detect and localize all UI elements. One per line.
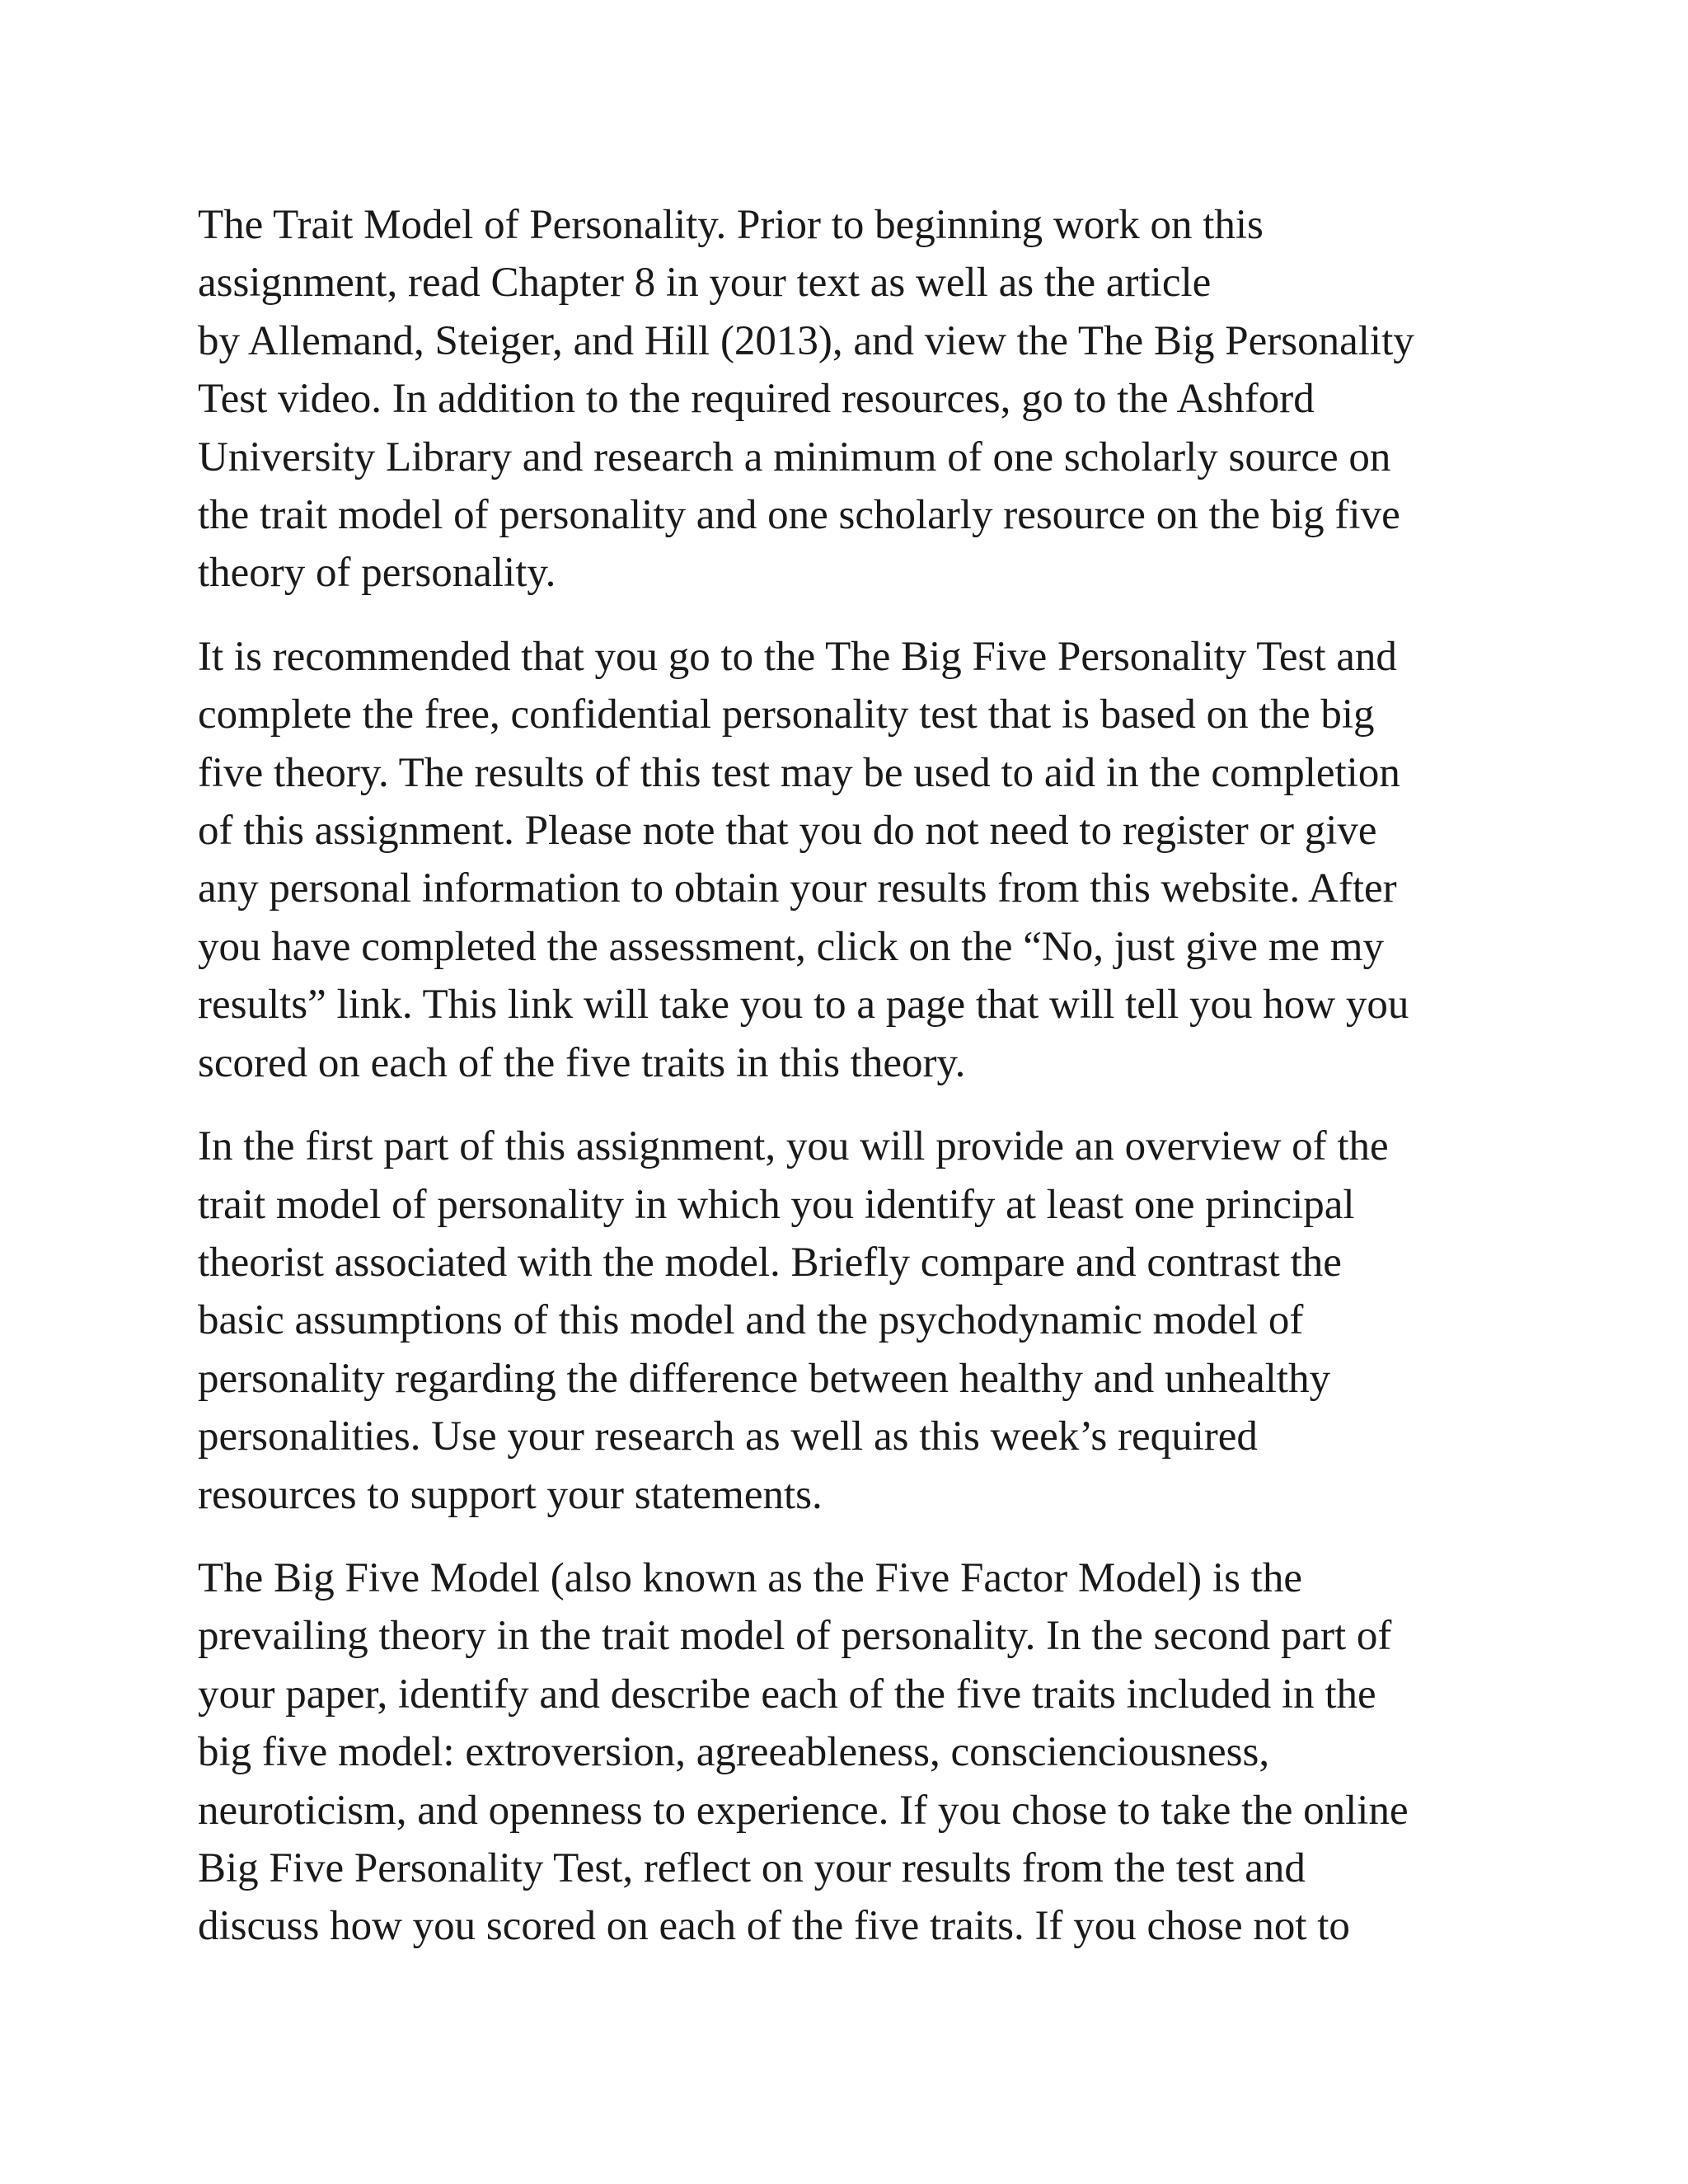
text-line: University Library and research a minimum of one scholarly source on — [198, 434, 1391, 480]
text-line: The Big Five Model (also known as the Five Factor Model) is the — [198, 1554, 1302, 1601]
text-line: discuss how you scored on each of the five traits. If you chose not to — [198, 1903, 1350, 1950]
text-line: resources to support your statements. — [198, 1471, 823, 1518]
text-line: In the first part of this assignment, you will provide an overview of the — [198, 1123, 1389, 1170]
text-line: personality regarding the difference between healthy and unhealthy — [198, 1355, 1331, 1402]
text-line: The Trait Model of Personality. Prior to beginning work on this — [198, 202, 1264, 248]
text-line: any personal information to obtain your results from this website. After — [198, 865, 1397, 912]
paragraph-assignment-intro — [198, 196, 1500, 602]
text-line: big five model: extroversion, agreeableness, conscienciousness, — [198, 1729, 1270, 1776]
text-line: five theory. The results of this test may be used to aid in the completion — [198, 749, 1400, 796]
paragraph-first-part — [198, 1118, 1500, 1524]
text-line: theorist associated with the model. Briefly compare and contrast the — [198, 1239, 1342, 1286]
text-line: trait model of personality in which you identify at least one principal — [198, 1181, 1355, 1228]
text-line: results” link. This link will take you to a page that will tell you how you — [198, 982, 1409, 1029]
text-line: basic assumptions of this model and the psychodynamic model of — [198, 1297, 1304, 1344]
text-line: theory of personality. — [198, 550, 556, 597]
document-body — [198, 196, 1500, 1981]
text-line: by Allemand, Steiger, and Hill (2013), and view the The Big Personality — [198, 317, 1414, 364]
text-line: assignment, read Chapter 8 in your text as well as the article — [198, 260, 1212, 307]
text-line: you have completed the assessment, click on the “No, just give me my — [198, 923, 1384, 970]
paragraph-big-five-model — [198, 1549, 1500, 1956]
text-line: of this assignment. Please note that you do not need to register or give — [198, 808, 1377, 855]
text-line: personalities. Use your research as well as this week’s required — [198, 1413, 1258, 1460]
text-line: Test video. In addition to the required resources, go to the Ashford — [198, 376, 1315, 423]
text-line: scored on each of the five traits in this theory. — [198, 1039, 966, 1086]
text-line: your paper, identify and describe each of the five traits included in the — [198, 1671, 1376, 1718]
text-line: neuroticism, and openness to experience. If you chose to take the online — [198, 1787, 1409, 1834]
paragraph-personality-test — [198, 628, 1500, 1092]
text-line: prevailing theory in the trait model of personality. In the second part of — [198, 1613, 1392, 1660]
text-line: It is recommended that you go to the The Big Five Personality Test and — [198, 633, 1397, 680]
text-line: the trait model of personality and one scholarly resource on the big five — [198, 492, 1400, 539]
text-line: Big Five Personality Test, reflect on your results from the test and — [198, 1844, 1306, 1891]
text-line: complete the free, confidential personality test that is based on the big — [198, 691, 1375, 738]
